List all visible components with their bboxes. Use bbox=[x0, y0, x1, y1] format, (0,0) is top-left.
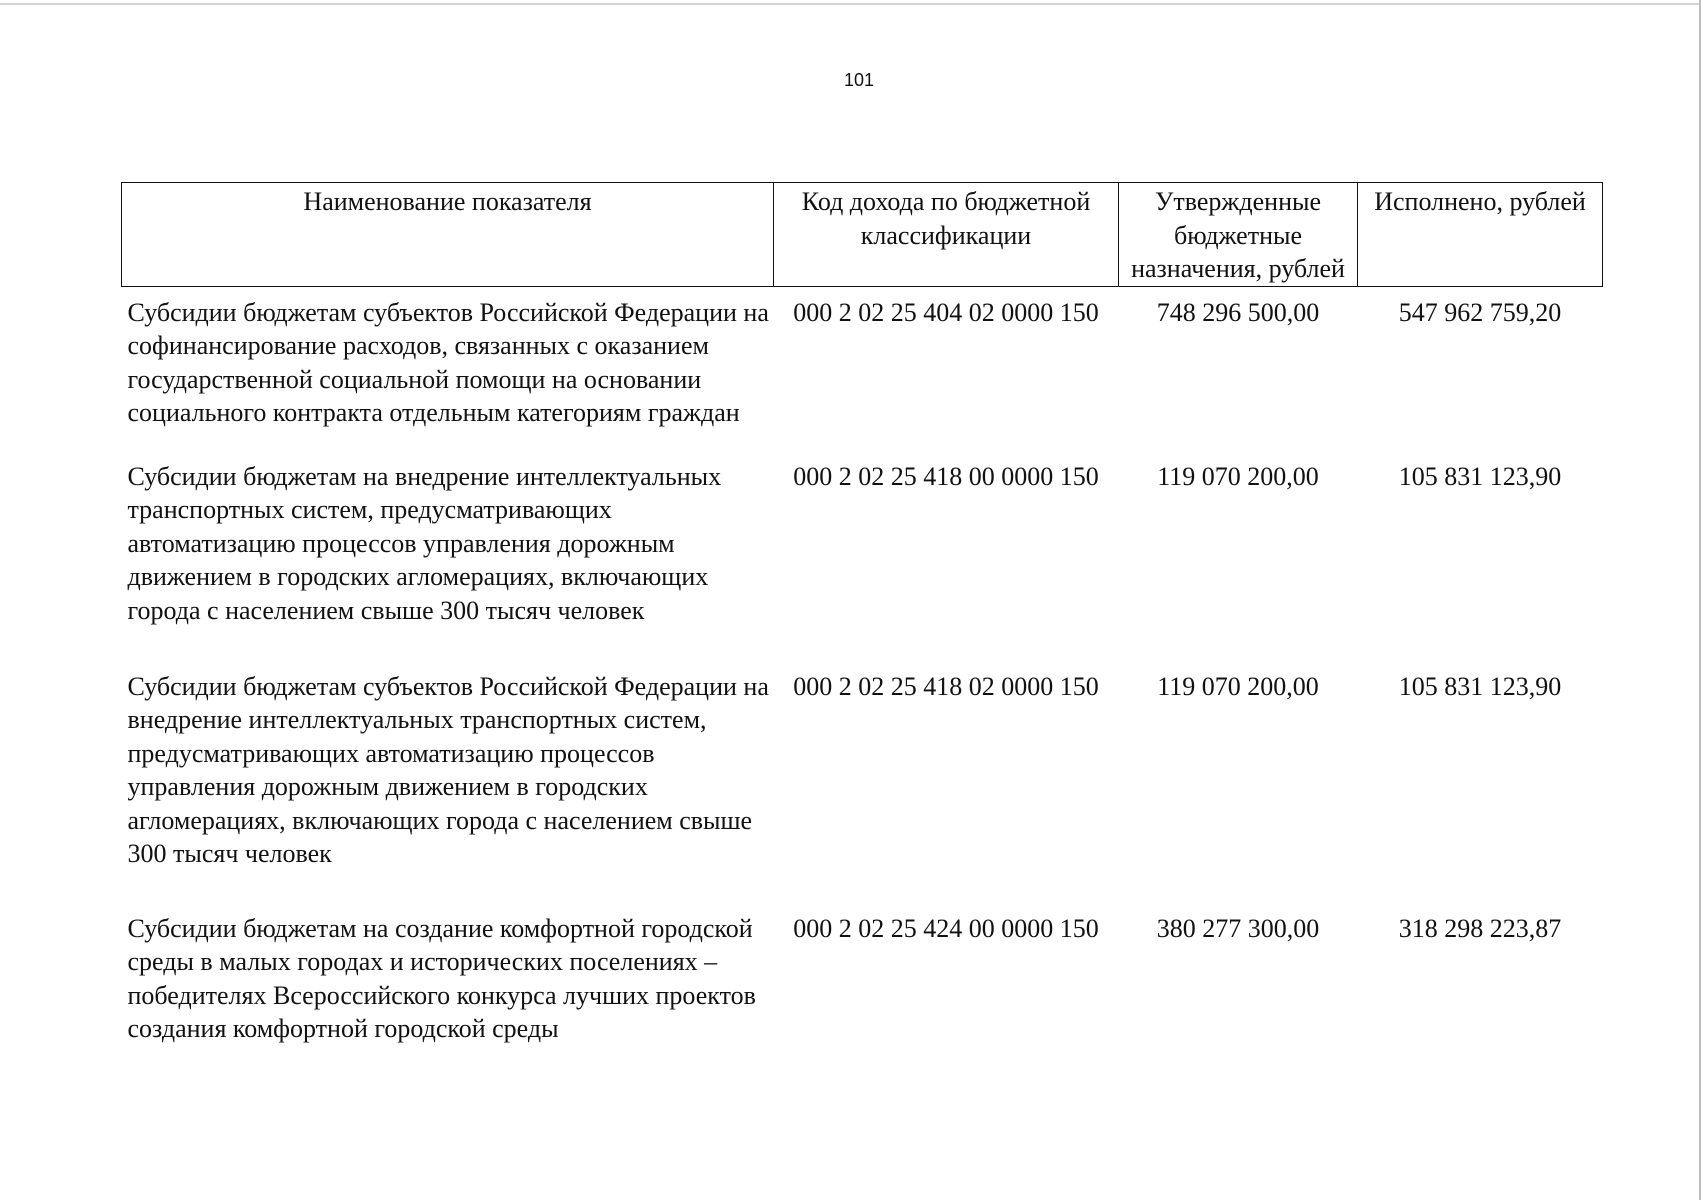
header-income-code: Код дохода по бюджетной классификации bbox=[774, 183, 1119, 287]
header-executed-amount: Исполнено, рублей bbox=[1358, 183, 1603, 287]
table-row bbox=[122, 912, 1603, 1082]
table-header-row bbox=[122, 183, 1603, 287]
executed-amount: 547 962 759,20 bbox=[1398, 297, 1562, 327]
executed-amount: 105 831 123,90 bbox=[1398, 461, 1562, 491]
income-code: 000 2 02 25 424 00 0000 150 bbox=[793, 913, 1099, 943]
indicator-name: Субсидии бюджетам субъектов Российской Федерации на внедрение интеллектуальных транспортных систем, предусматривающих автоматизацию процессов управления дорожным движением в городских агломерациях, включающих города с населением свыше 300 тысяч человек bbox=[127, 671, 769, 868]
indicator-name: Субсидии бюджетам на создание комфортной городской среды в малых городах и исторических поселениях – победителях Всероссийского конкурса лучших проектов создания комфортной городской среды bbox=[127, 913, 756, 1043]
income-code: 000 2 02 25 418 00 0000 150 bbox=[793, 461, 1099, 491]
budget-table bbox=[121, 182, 1603, 1082]
approved-amount: 748 296 500,00 bbox=[1156, 297, 1320, 327]
indicator-name: Субсидии бюджетам субъектов Российской Федерации на софинансирование расходов, связанных с оказанием государственной социальной помощи на основании социального контракта отдельным категориям граждан bbox=[127, 297, 769, 427]
income-code: 000 2 02 25 404 02 0000 150 bbox=[793, 297, 1099, 327]
table-row bbox=[122, 670, 1603, 912]
executed-amount: 318 298 223,87 bbox=[1398, 913, 1562, 943]
header-approved-amount: Утвержденные бюджетные назначения, рублей bbox=[1119, 183, 1358, 287]
income-code: 000 2 02 25 418 02 0000 150 bbox=[793, 671, 1099, 701]
table-row bbox=[122, 460, 1603, 670]
approved-amount: 119 070 200,00 bbox=[1157, 671, 1319, 701]
executed-amount: 105 831 123,90 bbox=[1398, 671, 1562, 701]
page-number: 101 bbox=[843, 70, 875, 90]
approved-amount: 380 277 300,00 bbox=[1156, 913, 1320, 943]
table-row bbox=[122, 286, 1603, 460]
approved-amount: 119 070 200,00 bbox=[1157, 461, 1319, 491]
header-indicator-name: Наименование показателя bbox=[122, 183, 774, 287]
indicator-name: Субсидии бюджетам на внедрение интеллектуальных транспортных систем, предусматривающих автоматизацию процессов управления дорожным движением в городских агломерациях, включающих города с населением свыше 300 тысяч человек bbox=[127, 461, 722, 625]
scan-edge-top bbox=[0, 3, 1701, 5]
